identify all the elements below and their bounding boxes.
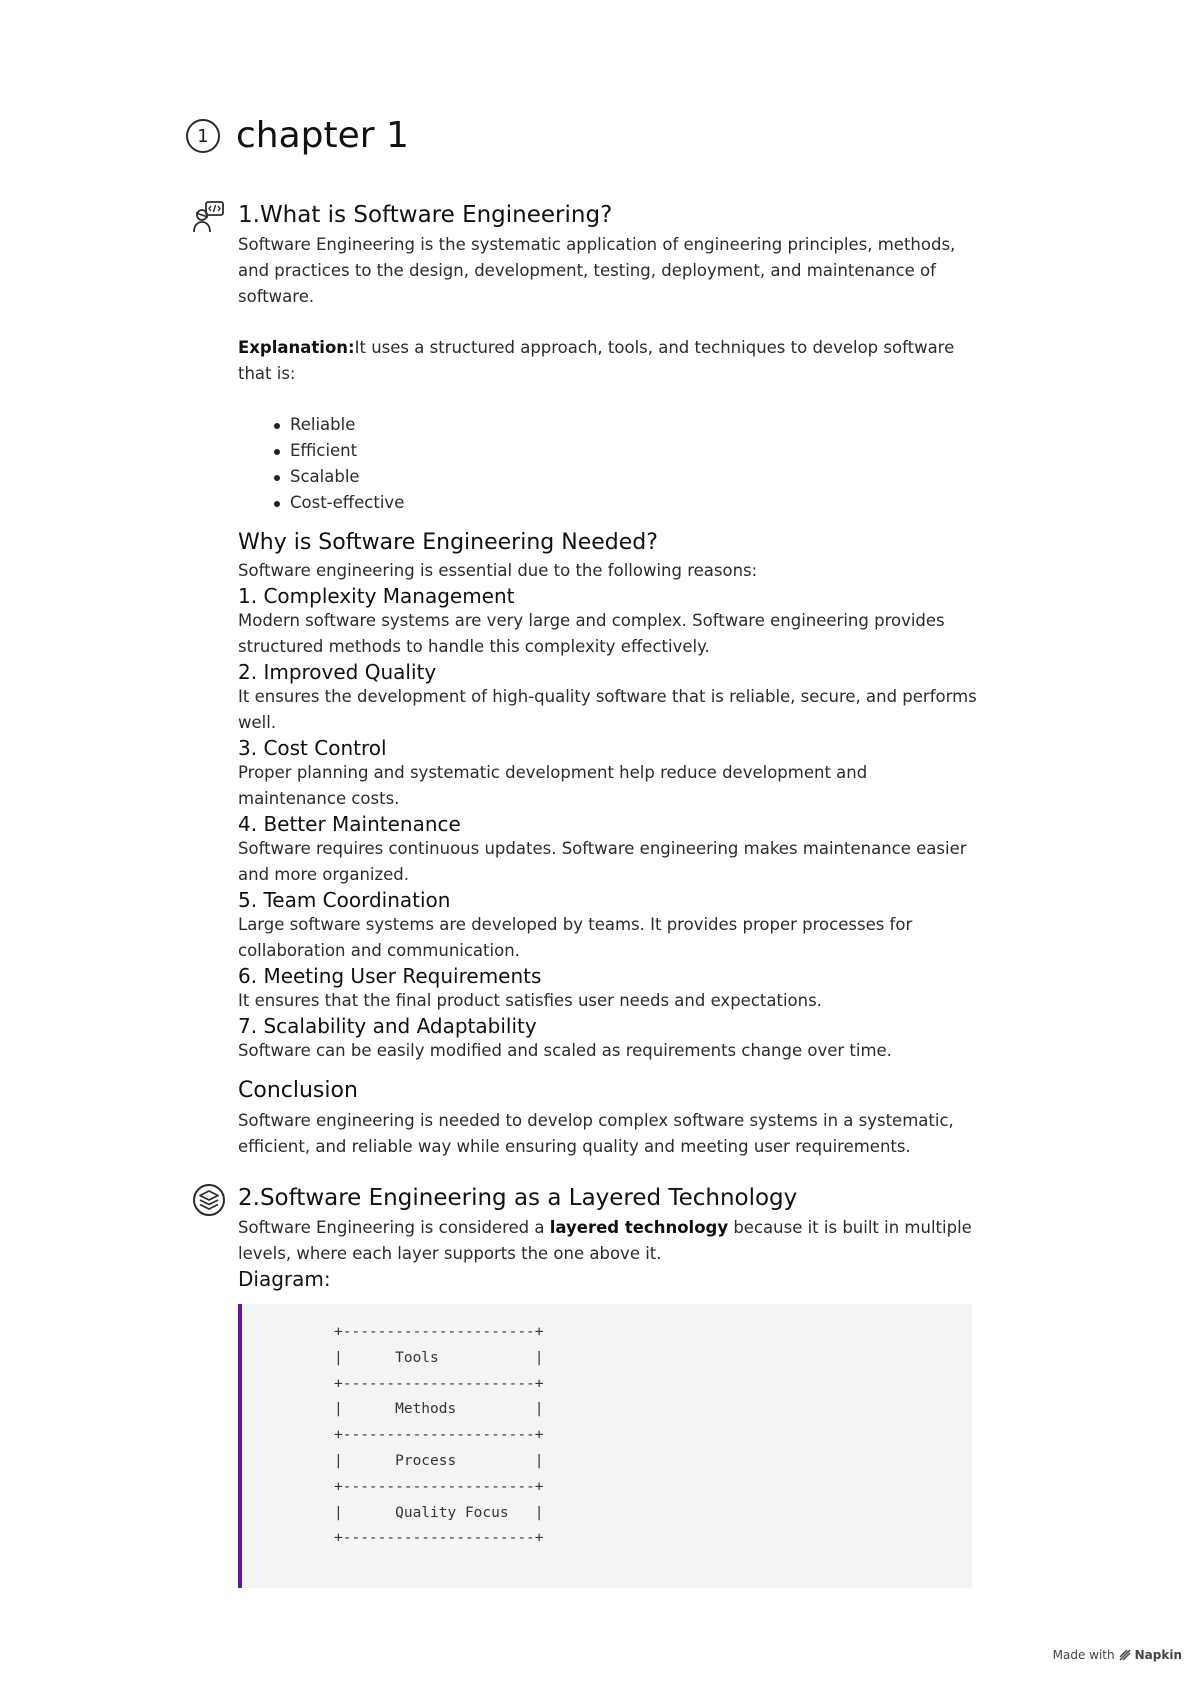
conclusion-text: Software engineering is needed to develop complex software systems in a systematic, efficient, and reliable way while ensuring quality and meeting user requirements. (238, 1111, 954, 1156)
section-what-is-se (238, 201, 978, 1160)
why-title: Why is Software Engineering Needed? (238, 530, 658, 555)
reason-text: It ensures the development of high-quality software that is reliable, secure, and performs well. (238, 687, 977, 732)
reason-text: Modern software systems are very large and complex. Software engineering provides structured methods to handle this complexity effectively. (238, 611, 945, 656)
list-item: Reliable (290, 412, 978, 438)
reason-text: Proper planning and systematic development help reduce development and maintenance costs. (238, 763, 868, 808)
chapter-number: 1 (197, 125, 209, 147)
diagram-code-block (238, 1304, 972, 1588)
conclusion-title: Conclusion (238, 1078, 358, 1103)
why-intro: Software engineering is essential due to the following reasons: (238, 561, 758, 580)
list-item: Scalable (290, 464, 978, 490)
reason-title: 2. Improved Quality (238, 660, 437, 684)
layers-icon (192, 1183, 226, 1217)
section-title: 2.Software Engineering as a Layered Technology (238, 1185, 798, 1211)
reason-text: It ensures that the final product satisfies user needs and expectations. (238, 991, 822, 1010)
explanation-text: It uses a structured approach, tools, and techniques to develop software that is: (238, 338, 955, 383)
reason-title: 1. Complexity Management (238, 584, 515, 608)
reason-text: Software can be easily modified and scaled as requirements change over time. (238, 1041, 892, 1060)
made-with-text: Made with (1052, 1648, 1115, 1662)
section-layered-technology (238, 1184, 978, 1291)
explanation-paragraph (238, 335, 978, 387)
intro-text: because it is built in multiple levels, where each layer supports the one above it. (238, 1218, 972, 1263)
developer-code-icon (192, 200, 226, 234)
reason-title: 7. Scalability and Adaptability (238, 1014, 537, 1038)
section-intro: Software Engineering is the systematic application of engineering principles, methods, and practices to the design, development, testing, deployment, and maintenance of software. (238, 235, 956, 306)
brand-name: Napkin (1134, 1648, 1182, 1662)
section-title: 1.What is Software Engineering? (238, 202, 613, 228)
reason-text: Large software systems are developed by teams. It provides proper processes for collaboration and communication. (238, 915, 913, 960)
diagram-code: +----------------------+ | Tools | +----------------------+ | Methods | +----------------------+ | Process | +----------------------+ | Quality Focus | +----------------------+ (334, 1324, 544, 1547)
made-with-footer (1053, 1648, 1182, 1662)
reason-title: 5. Team Coordination (238, 888, 451, 912)
qualities-list (238, 412, 978, 516)
reason-title: 4. Better Maintenance (238, 812, 461, 836)
list-item: Cost-effective (290, 490, 978, 516)
intro-text: Software Engineering is considered a (238, 1218, 550, 1237)
napkin-logo-icon (1119, 1649, 1131, 1661)
chapter-number-icon (186, 119, 220, 153)
list-item: Efficient (290, 438, 978, 464)
reason-title: 3. Cost Control (238, 736, 387, 760)
reason-title: 6. Meeting User Requirements (238, 964, 542, 988)
diagram-label: Diagram: (238, 1267, 331, 1291)
chapter-title: chapter 1 (236, 115, 409, 156)
reason-text: Software requires continuous updates. Software engineering makes maintenance easier and more organized. (238, 839, 967, 884)
explanation-label: Explanation: (238, 338, 355, 357)
intro-bold: layered technology (549, 1218, 729, 1237)
chapter-heading (186, 108, 409, 164)
section-intro (238, 1215, 978, 1267)
